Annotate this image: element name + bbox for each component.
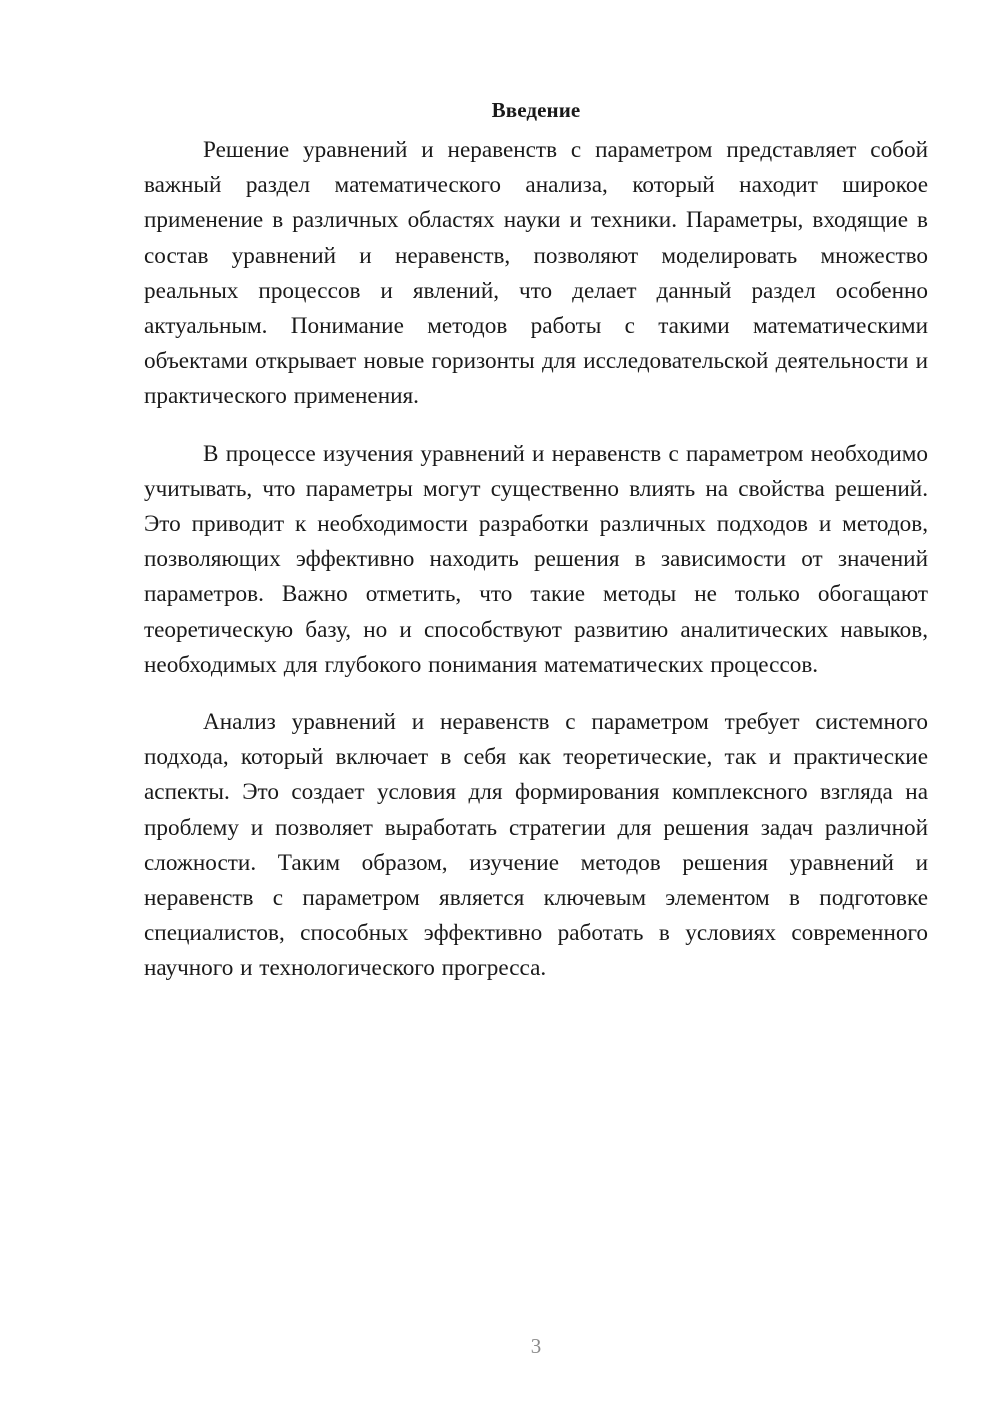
page-number: 3 bbox=[530, 1334, 542, 1358]
paragraph-1: Решение уравнений и неравенств с параметром представляет собой важный раздел математического анализа, который находит широкое применение в различных областях науки и техники. Параметры, входящие в состав уравнений и неравенств, позволяют моделировать множество реальных процессов и явлений, что делает данный раздел особенно актуальным. Понимание методов работы с такими математическими объектами открывает новые горизонты для исследовательской деятельности и практического применения. bbox=[144, 137, 928, 410]
paragraph-2: В процессе изучения уравнений и неравенств с параметром необходимо учитывать, что параметры могут существенно влиять на свойства решений. Это приводит к необходимости разработки различных подходов и методов, позволяющих эффективно находить решения в зависимости от значений параметров. Важно отметить, что такие методы не только обогащают теоретическую базу, но и способствуют развитию аналитических навыков, необходимых для глубокого понимания математических процессов. bbox=[144, 440, 928, 678]
paragraph-3: Анализ уравнений и неравенств с параметром требует системного подхода, который включает в себя как теоретические, так и практические аспекты. Это создает условия для формирования комплексного взгляда на проблему и позволяет выработать стратегии для решения задач различной сложности. Таким образом, изучение методов решения уравнений и неравенств с параметром является ключевым элементом в подготовке специалистов, способных эффективно работать в условиях современного научного и технологического прогресса. bbox=[144, 709, 928, 982]
document-body bbox=[144, 94, 928, 987]
section-heading: Введение bbox=[491, 98, 581, 122]
